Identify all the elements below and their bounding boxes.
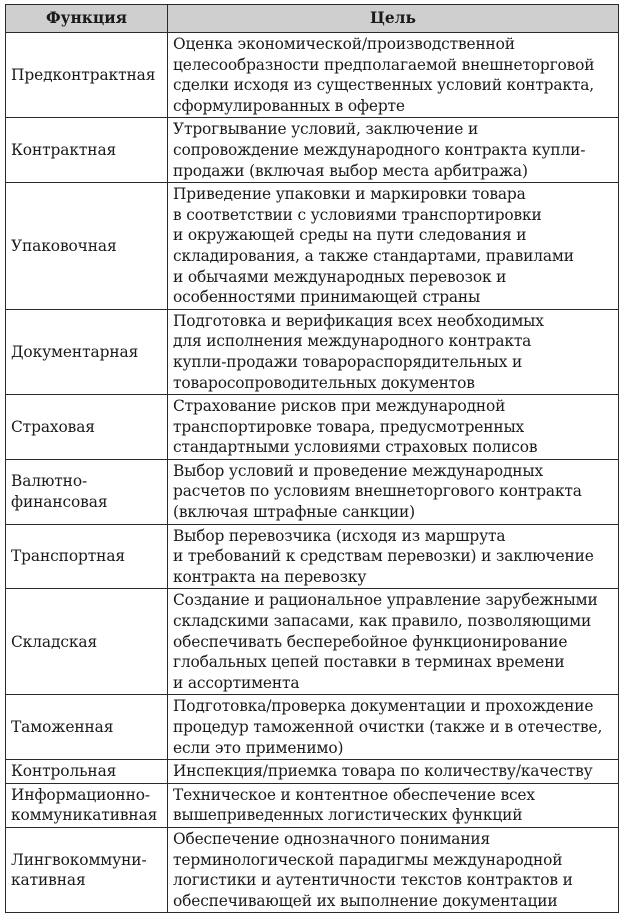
goal-text: продажи (включая выбор места арбитража) — [173, 161, 528, 180]
goal-text: Страхование рисков при международной — [173, 397, 506, 416]
goal-text: расчетов по условиям внешнеторгового контракта — [173, 482, 582, 501]
function-cell — [6, 309, 168, 394]
goal-text: глобальных цепей поставки в терминах времени — [173, 653, 565, 672]
function-text: Лингвокоммуни- — [11, 850, 147, 869]
goal-text: для исполнения международного контракта — [173, 332, 532, 351]
goal-text: Подготовка и верификация всех необходимых — [173, 311, 544, 330]
goal-text: Выбор условий и проведение международных — [173, 461, 544, 480]
function-text: коммуникативная — [11, 806, 158, 825]
goal-text: складскими запасами, как правило, позволяющими — [173, 612, 592, 631]
table-row — [6, 118, 619, 183]
function-text: Упаковочная — [11, 236, 117, 255]
goal-text: и обычаями международных перевозок и — [173, 267, 507, 286]
goal-cell — [168, 524, 619, 589]
header-goal: Цель — [168, 5, 619, 33]
table-row — [6, 309, 619, 394]
goal-cell — [168, 783, 619, 827]
goal-text: Выбор перевозчика (исходя из маршрута — [173, 526, 506, 545]
goal-text: особенностями принимающей страны — [173, 288, 481, 307]
goal-text: и ассортимента — [173, 673, 300, 692]
function-text: Страховая — [11, 417, 95, 436]
table-header-row — [6, 5, 619, 33]
function-cell — [6, 827, 168, 912]
goal-cell — [168, 695, 619, 760]
function-cell — [6, 459, 168, 524]
goal-text: Создание и рациональное управление зарубежными — [173, 591, 598, 610]
goal-text: сделки исходя из существенных условий контракта, — [173, 76, 595, 95]
goal-text: и требований к средствам перевозки) и заключение — [173, 547, 594, 566]
table-row — [6, 459, 619, 524]
goal-text: целесообразности предполагаемой внешнеторговой — [173, 55, 595, 74]
table-row — [6, 33, 619, 118]
goal-text: обеспечивающей их выполнение документации — [173, 891, 558, 910]
goal-text: Обеспечение однозначного понимания — [173, 829, 491, 848]
table-body — [6, 33, 619, 913]
goal-cell — [168, 118, 619, 183]
goal-text: контракта на перевозку — [173, 567, 367, 586]
goal-text: Техническое и контентное обеспечение всех — [173, 785, 535, 804]
header-function: Функция — [6, 5, 168, 33]
goal-text: складирования, а также стандартами, правилами — [173, 246, 574, 265]
goal-cell — [168, 589, 619, 695]
goal-text: терминологической парадигмы международной — [173, 850, 563, 869]
function-text: Предконтрактная — [11, 65, 156, 84]
goal-text: Оценка экономической/производственной — [173, 35, 515, 53]
goal-cell — [168, 459, 619, 524]
goal-text: Приведение упаковки и маркировки товара — [173, 185, 526, 204]
table-row — [6, 783, 619, 827]
goal-text: товаросопроводительных документов — [173, 373, 475, 392]
function-cell — [6, 33, 168, 118]
goal-cell — [168, 827, 619, 912]
goal-text: в соответствии с условиями транспортировки — [173, 205, 542, 224]
table-row — [6, 395, 619, 460]
goal-cell — [168, 395, 619, 460]
table-row — [6, 589, 619, 695]
goal-text: и окружающей среды на пути следования и — [173, 226, 527, 245]
table-row — [6, 760, 619, 784]
goal-cell — [168, 33, 619, 118]
function-text: Информационно- — [11, 785, 150, 804]
table-row — [6, 695, 619, 760]
function-text: Таможенная — [11, 718, 114, 736]
goal-text: вышеприведенных логистических функций — [173, 806, 523, 825]
function-text: Документарная — [11, 342, 139, 361]
table-row — [6, 524, 619, 589]
goal-text: транспортировке товара, предусмотренных — [173, 417, 525, 436]
goal-text: процедур таможенной очистки (также и в отечестве, — [173, 718, 603, 736]
function-cell — [6, 783, 168, 827]
function-text: Валютно- — [11, 472, 88, 491]
function-text: Складская — [11, 632, 98, 651]
goal-text: купли-продажи товарораспорядительных и — [173, 352, 523, 371]
goal-text: обеспечивать бесперебойное функционирование — [173, 632, 568, 651]
goal-text: если это применимо) — [173, 738, 344, 757]
function-cell — [6, 695, 168, 760]
function-cell — [6, 118, 168, 183]
table-row — [6, 827, 619, 912]
function-text: Контрольная — [11, 762, 117, 781]
goal-cell — [168, 760, 619, 784]
function-text: кативная — [11, 871, 86, 890]
goal-text: логистики и аутентичности текстов контрактов и — [173, 871, 573, 890]
logistics-functions-table — [5, 4, 619, 913]
goal-text: стандартными условиями страховых полисов — [173, 438, 538, 457]
table-row — [6, 183, 619, 310]
goal-cell — [168, 309, 619, 394]
function-cell — [6, 395, 168, 460]
function-cell — [6, 760, 168, 784]
function-text: Контрактная — [11, 140, 117, 159]
function-cell — [6, 589, 168, 695]
function-cell — [6, 524, 168, 589]
goal-cell — [168, 183, 619, 310]
goal-text: (включая штрафные санкции) — [173, 503, 416, 522]
function-text: Транспортная — [11, 547, 126, 566]
function-cell — [6, 183, 168, 310]
goal-text: Подготовка/проверка документации и прохождение — [173, 697, 594, 716]
goal-text: сформулированных в оферте — [173, 96, 405, 115]
goal-text: Инспекция/приемка товара по количеству/качеству — [173, 762, 593, 781]
function-text: финансовая — [11, 492, 108, 511]
goal-text: сопровождение международного контракта купли- — [173, 140, 586, 159]
goal-text: Утрогвывание условий, заключение и — [173, 120, 479, 139]
